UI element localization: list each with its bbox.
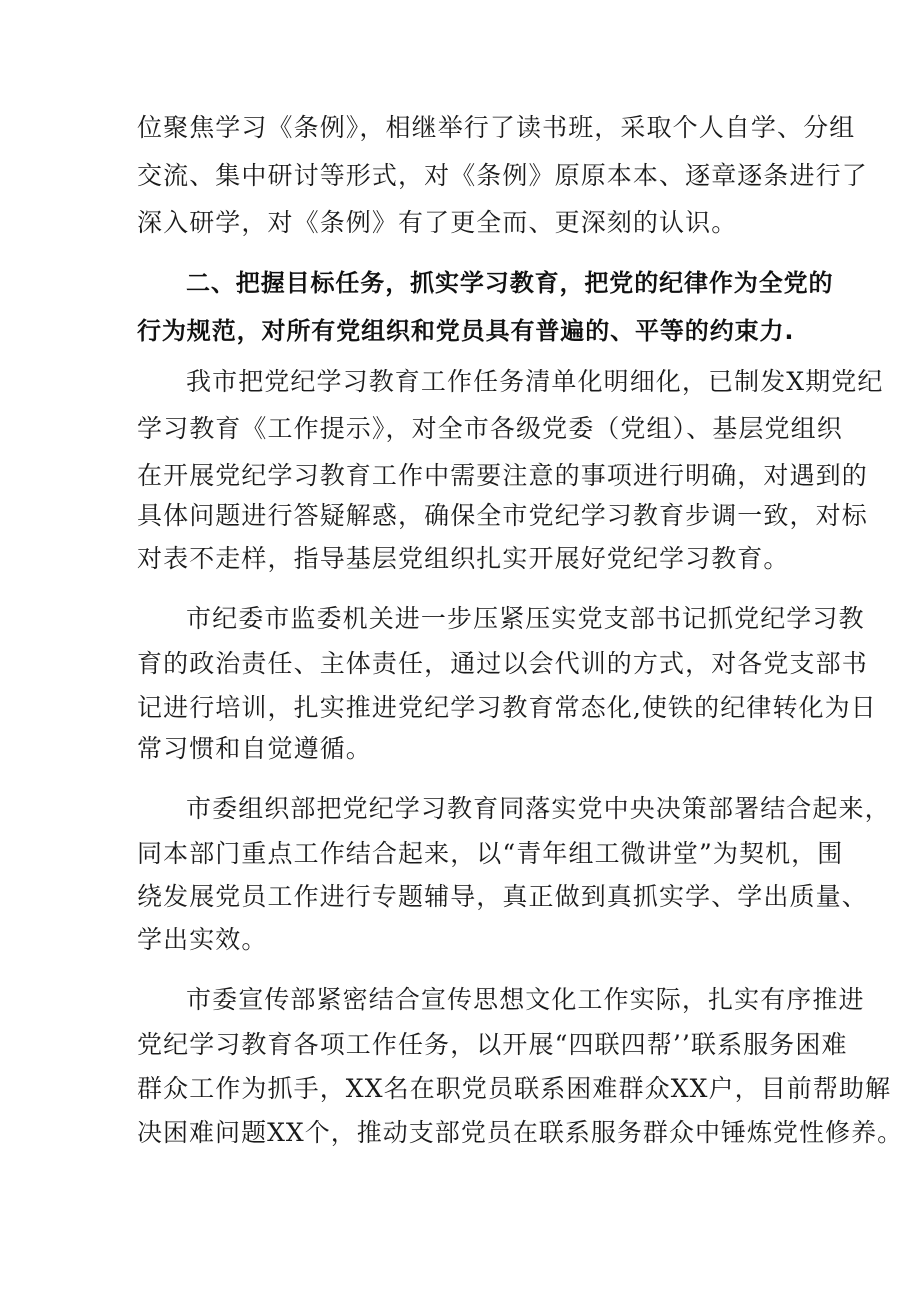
paragraph-line: 学出实效。 bbox=[137, 925, 268, 954]
paragraph-line: 群众工作为抓手，XX名在职党员联系困难群众XX户，目前帮助解 bbox=[137, 1074, 892, 1103]
paragraph-line: 市纪委市监委机关进一步压紧压实党支部书记抓党纪学习教 bbox=[186, 604, 865, 633]
paragraph-line: 交流、集中研讨等形式，对《条例》原原本本、逐章逐条进行了 bbox=[137, 161, 868, 190]
paragraph-line: 对表不走样，指导基层党组织扎实开展好党纪学习教育。 bbox=[137, 544, 790, 573]
paragraph-line: 在开展党纪学习教育工作中需要注意的事项进行明确，对遇到的 bbox=[137, 461, 868, 490]
paragraph-line: 党纪学习教育各项工作任务，以开展“四联四帮’’联系服务困难 bbox=[137, 1030, 848, 1059]
section-heading: 二、把握目标任务，抓实学习教育，把党的纪律作为全党的 bbox=[186, 269, 834, 297]
paragraph-line: 绕发展党员工作进行专题辅导，真正做到真抓实学、学出质量、 bbox=[137, 882, 868, 911]
paragraph-line: 同本部门重点工作结合起来，以“青年组工微讲堂”为契机，围 bbox=[137, 839, 844, 868]
paragraph-line: 决困难问题XX个，推动支部党员在联系服务群众中锤炼党性修养。 bbox=[137, 1118, 904, 1147]
paragraph-line: 学习教育《工作提示》，对全市各级党委（党组）、基层党组织 bbox=[137, 414, 843, 443]
section-heading: 行为规范，对所有党组织和党员具有普遍的、平等的约束力. bbox=[137, 317, 795, 345]
paragraph-line: 位聚焦学习《条例》，相继举行了读书班，采取个人自学、分组 bbox=[137, 113, 856, 142]
paragraph-line: 育的政治责任、主体责任，通过以会代训的方式，对各党支部书 bbox=[137, 649, 868, 678]
paragraph-line: 深入研学，对《条例》有了更全而、更深刻的认识。 bbox=[137, 208, 738, 237]
paragraph-line: 具体问题进行答疑解惑，确保全市党纪学习教育步调一致，对标 bbox=[137, 501, 868, 530]
paragraph-line: 常习惯和自觉遵循。 bbox=[137, 734, 372, 763]
paragraph-line: 我市把党纪学习教育工作任务清单化明细化，已制发X期党纪 bbox=[186, 367, 884, 396]
paragraph-line: 市委宣传部紧密结合宣传思想文化工作实际，扎实有序推进 bbox=[186, 985, 865, 1014]
paragraph-line: 记进行培训，扎实推进党纪学习教育常态化,使铁的纪律转化为日 bbox=[137, 693, 877, 722]
paragraph-line: 市委组织部把党纪学习教育同落实党中央决策部署结合起来， bbox=[186, 794, 891, 823]
